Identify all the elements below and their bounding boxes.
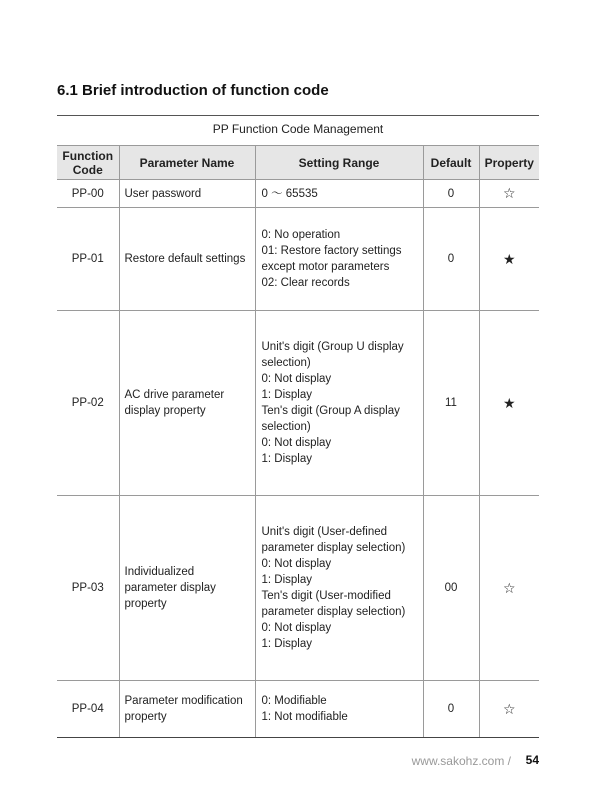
setting-range-line: Unit's digit (User-defined [261,526,388,538]
setting-range-line: 02: Clear records [261,277,350,289]
function-code-cell: PP-02 [57,311,119,496]
setting-range-line: 1: Not modifiable [261,711,348,723]
table-caption: PP Function Code Management [212,122,384,136]
top-rule [57,115,539,116]
setting-range-line: 0: Not display [261,622,332,634]
setting-range-line: Unit's digit (Group U display [261,341,404,353]
header-parameter-name: Parameter Name [119,146,255,180]
setting-range-lines [256,524,423,652]
setting-range-line: 0: Modifiable [261,695,327,707]
setting-range-line: Ten's digit (User-modified [261,590,391,602]
header-property: Property [479,146,539,180]
setting-range-line: 0: Not display [261,558,332,570]
header-setting-range: Setting Range [255,146,423,180]
setting-range-lines [256,693,423,725]
table-row [57,681,539,738]
setting-range-line: 1: Display [261,638,312,650]
default-value-cell: 11 [423,311,479,496]
function-code-cell: PP-03 [57,496,119,681]
setting-range-line: 0: Not display [261,373,332,385]
property-star-cell: ☆ [479,496,539,681]
setting-range-line: except motor parameters [261,261,390,273]
parameter-name-cell: Restore default settings [119,208,255,311]
setting-range-lines [256,186,423,202]
function-code-table [57,145,539,738]
setting-range-line: parameter display selection) [261,606,406,618]
setting-range-line: selection) [261,421,311,433]
table-row [57,496,539,681]
setting-range-line: 0: Not display [261,437,332,449]
property-star-cell: ★ [479,208,539,311]
setting-range-line: 0: No operation [261,229,341,241]
setting-range-line: parameter display selection) [261,542,406,554]
property-star-cell: ☆ [479,681,539,738]
header-default: Default [423,146,479,180]
header-function-code: Function Code [57,146,119,180]
default-value-cell: 0 [423,180,479,208]
table-row [57,180,539,208]
function-code-cell: PP-00 [57,180,119,208]
setting-range-line: 1: Display [261,574,312,586]
setting-range-line: 1: Display [261,453,312,465]
footer-website: www.sakohz.com / [411,754,511,768]
table-row [57,208,539,311]
setting-range-lines [256,227,423,291]
setting-range-line: selection) [261,357,311,369]
setting-range-line: 0 ～ 65535 [261,187,318,200]
default-value-cell: 0 [423,208,479,311]
setting-range-line: 1: Display [261,389,312,401]
setting-range-line: Ten's digit (Group A display [261,405,400,417]
setting-range-cell [255,496,423,681]
function-code-cell: PP-04 [57,681,119,738]
parameter-name-cell: User password [119,180,255,208]
section-title: 6.1 Brief introduction of function code [57,82,329,99]
parameter-name-cell: Individualized parameter display property [119,496,255,681]
default-value-cell: 0 [423,681,479,738]
property-star-cell: ★ [479,311,539,496]
page-number: 54 [525,753,539,767]
setting-range-cell [255,681,423,738]
parameter-name-cell: Parameter modification property [119,681,255,738]
setting-range-lines [256,339,423,467]
parameter-name-cell: AC drive parameter display property [119,311,255,496]
property-star-cell: ☆ [479,180,539,208]
setting-range-line: 01: Restore factory settings [261,245,402,257]
table-header-row [57,146,539,180]
setting-range-cell [255,208,423,311]
default-value-cell: 00 [423,496,479,681]
table-row [57,311,539,496]
function-code-cell: PP-01 [57,208,119,311]
setting-range-cell [255,180,423,208]
setting-range-cell [255,311,423,496]
